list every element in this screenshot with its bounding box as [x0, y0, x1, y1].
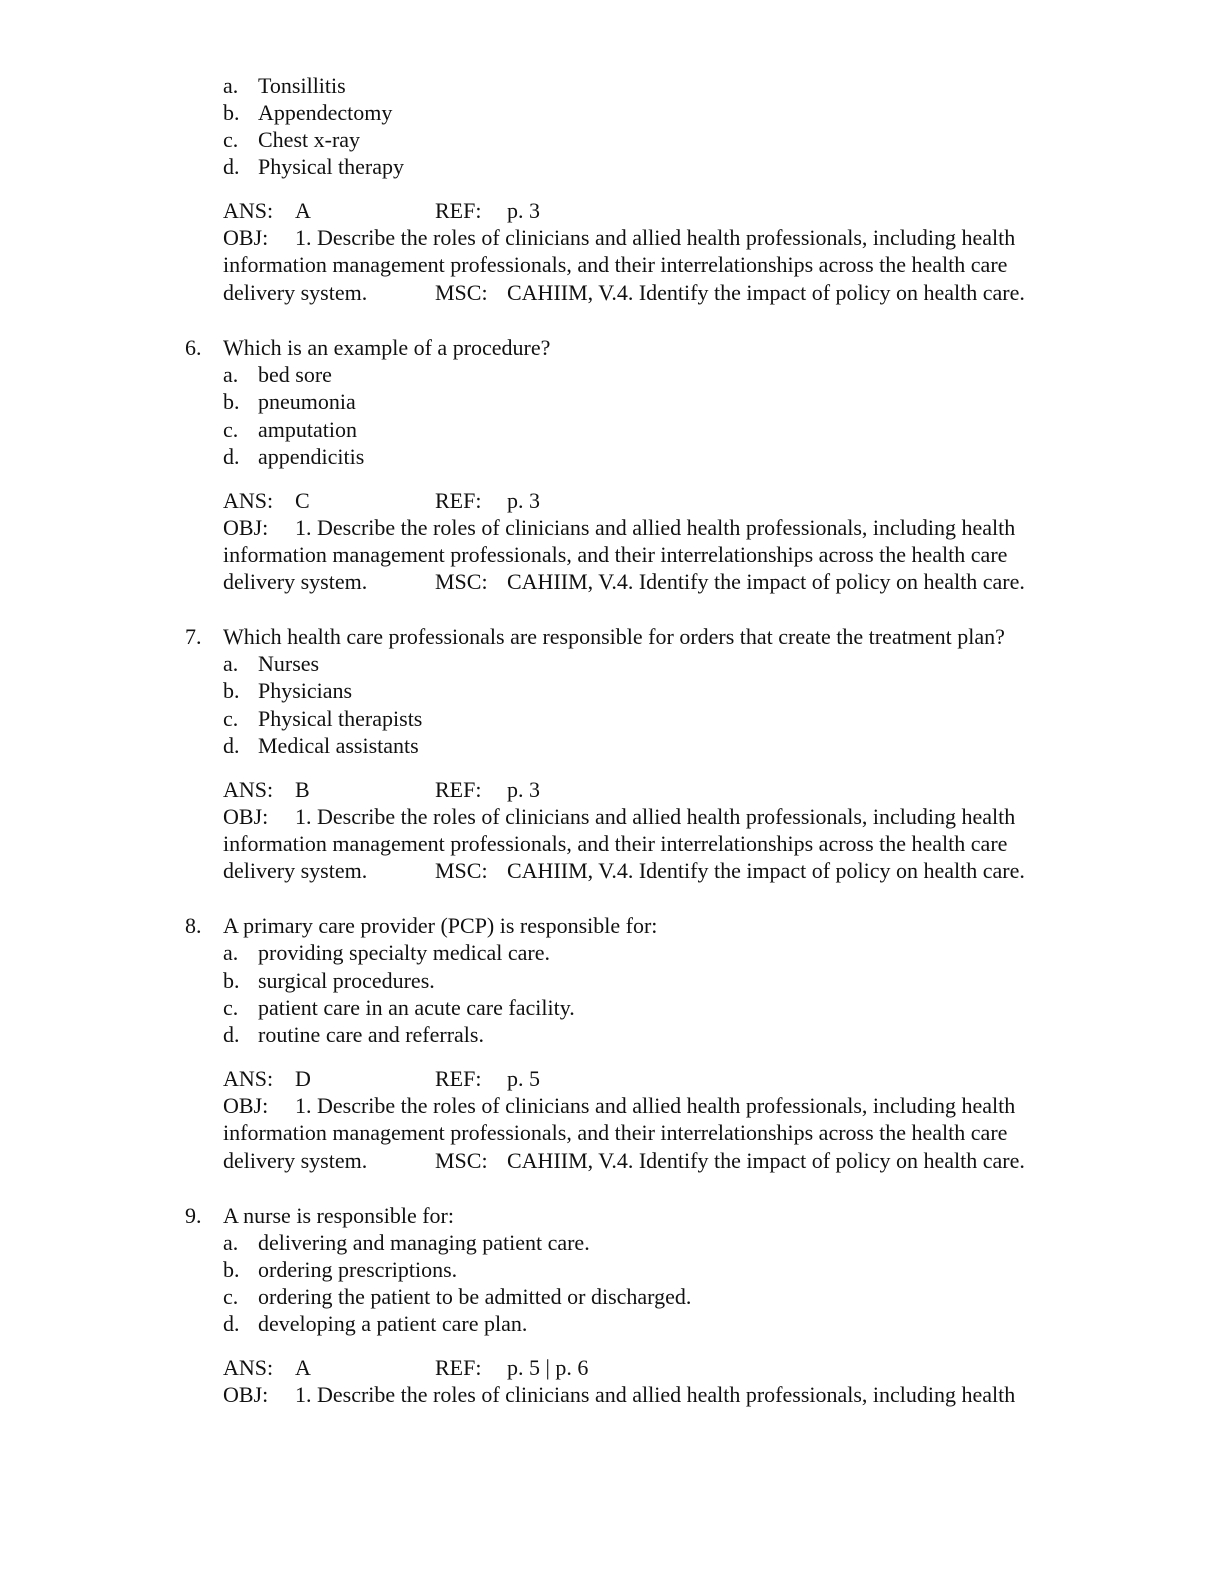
- option-text: ordering prescriptions.: [258, 1257, 458, 1282]
- option-letter: b.: [223, 968, 240, 993]
- option-text: Appendectomy: [258, 100, 393, 125]
- obj-text-line1: 1. Describe the roles of clinicians and allied health professionals, including health: [295, 804, 1016, 829]
- ref-value: p. 5 | p. 6: [507, 1355, 589, 1380]
- option-text: Nurses: [258, 651, 320, 676]
- option-text: Medical assistants: [258, 733, 419, 758]
- ans-label: ANS:: [223, 198, 274, 223]
- ans-value: D: [295, 1066, 311, 1091]
- option-letter: b.: [223, 389, 240, 414]
- ref-label: REF:: [435, 777, 482, 802]
- option-letter: a.: [223, 651, 239, 676]
- option-letter: c.: [223, 706, 239, 731]
- option-text: ordering the patient to be admitted or discharged.: [258, 1284, 692, 1309]
- option-text: Physical therapy: [258, 154, 405, 179]
- obj-text-line1: 1. Describe the roles of clinicians and allied health professionals, including health: [295, 1382, 1016, 1407]
- option-letter: a.: [223, 1230, 239, 1255]
- msc-label: MSC:: [435, 569, 488, 594]
- option-letter: d.: [223, 154, 240, 179]
- ref-value: p. 5: [507, 1066, 540, 1091]
- option-letter: a.: [223, 362, 239, 387]
- msc-value: CAHIIM, V.4. Identify the impact of policy on health care.: [507, 569, 1025, 594]
- ans-label: ANS:: [223, 777, 274, 802]
- question-number: 7.: [185, 624, 202, 649]
- option-text: providing specialty medical care.: [258, 940, 550, 965]
- ans-label: ANS:: [223, 488, 274, 513]
- obj-label: OBJ:: [223, 225, 269, 250]
- question-number: 8.: [185, 913, 202, 938]
- obj-label: OBJ:: [223, 1382, 269, 1407]
- option-letter: a.: [223, 73, 239, 98]
- option-text: bed sore: [258, 362, 332, 387]
- obj-text-line3: delivery system.: [223, 858, 368, 883]
- option-text: Physical therapists: [258, 706, 423, 731]
- ans-label: ANS:: [223, 1066, 274, 1091]
- obj-text-line3: delivery system.: [223, 569, 368, 594]
- option-text: developing a patient care plan.: [258, 1311, 528, 1336]
- ans-value: A: [295, 1355, 311, 1380]
- question-text: A primary care provider (PCP) is responsible for:: [223, 913, 658, 938]
- ref-label: REF:: [435, 198, 482, 223]
- ans-value: A: [295, 198, 311, 223]
- ref-value: p. 3: [507, 488, 540, 513]
- option-letter: c.: [223, 995, 239, 1020]
- question-text: Which is an example of a procedure?: [223, 335, 551, 360]
- ref-value: p. 3: [507, 777, 540, 802]
- ref-label: REF:: [435, 1355, 482, 1380]
- ans-label: ANS:: [223, 1355, 274, 1380]
- option-letter: c.: [223, 127, 239, 152]
- msc-value: CAHIIM, V.4. Identify the impact of policy on health care.: [507, 858, 1025, 883]
- option-letter: d.: [223, 444, 240, 469]
- ref-label: REF:: [435, 1066, 482, 1091]
- msc-label: MSC:: [435, 1148, 488, 1173]
- ans-value: B: [295, 777, 310, 802]
- obj-text-line1: 1. Describe the roles of clinicians and allied health professionals, including health: [295, 515, 1016, 540]
- option-text: routine care and referrals.: [258, 1022, 484, 1047]
- option-letter: c.: [223, 417, 239, 442]
- option-letter: d.: [223, 733, 240, 758]
- option-text: pneumonia: [258, 389, 356, 414]
- obj-label: OBJ:: [223, 804, 269, 829]
- question-text: A nurse is responsible for:: [223, 1203, 454, 1228]
- msc-label: MSC:: [435, 280, 488, 305]
- option-text: surgical procedures.: [258, 968, 435, 993]
- option-text: patient care in an acute care facility.: [258, 995, 575, 1020]
- option-letter: c.: [223, 1284, 239, 1309]
- question-text: Which health care professionals are responsible for orders that create the treatment plan?: [223, 624, 1005, 649]
- obj-text-line3: delivery system.: [223, 280, 368, 305]
- msc-value: CAHIIM, V.4. Identify the impact of policy on health care.: [507, 1148, 1025, 1173]
- question-number: 9.: [185, 1203, 202, 1228]
- obj-text-line1: 1. Describe the roles of clinicians and allied health professionals, including health: [295, 225, 1016, 250]
- obj-text-line2: information management professionals, and their interrelationships across the health care: [223, 252, 1008, 277]
- option-letter: d.: [223, 1311, 240, 1336]
- option-text: appendicitis: [258, 444, 365, 469]
- msc-label: MSC:: [435, 858, 488, 883]
- option-text: Physicians: [258, 678, 353, 703]
- obj-text-line2: information management professionals, and their interrelationships across the health care: [223, 831, 1008, 856]
- option-letter: d.: [223, 1022, 240, 1047]
- ref-label: REF:: [435, 488, 482, 513]
- question-number: 6.: [185, 335, 202, 360]
- option-letter: a.: [223, 940, 239, 965]
- option-letter: b.: [223, 100, 240, 125]
- obj-label: OBJ:: [223, 515, 269, 540]
- option-text: delivering and managing patient care.: [258, 1230, 590, 1255]
- obj-text-line3: delivery system.: [223, 1148, 368, 1173]
- msc-value: CAHIIM, V.4. Identify the impact of policy on health care.: [507, 280, 1025, 305]
- obj-text-line2: information management professionals, and their interrelationships across the health care: [223, 1120, 1008, 1145]
- ref-value: p. 3: [507, 198, 540, 223]
- option-letter: b.: [223, 678, 240, 703]
- option-text: Tonsillitis: [258, 73, 346, 98]
- option-letter: b.: [223, 1257, 240, 1282]
- option-text: Chest x-ray: [258, 127, 361, 152]
- obj-text-line1: 1. Describe the roles of clinicians and allied health professionals, including health: [295, 1093, 1016, 1118]
- ans-value: C: [295, 488, 310, 513]
- obj-text-line2: information management professionals, and their interrelationships across the health care: [223, 542, 1008, 567]
- obj-label: OBJ:: [223, 1093, 269, 1118]
- option-text: amputation: [258, 417, 357, 442]
